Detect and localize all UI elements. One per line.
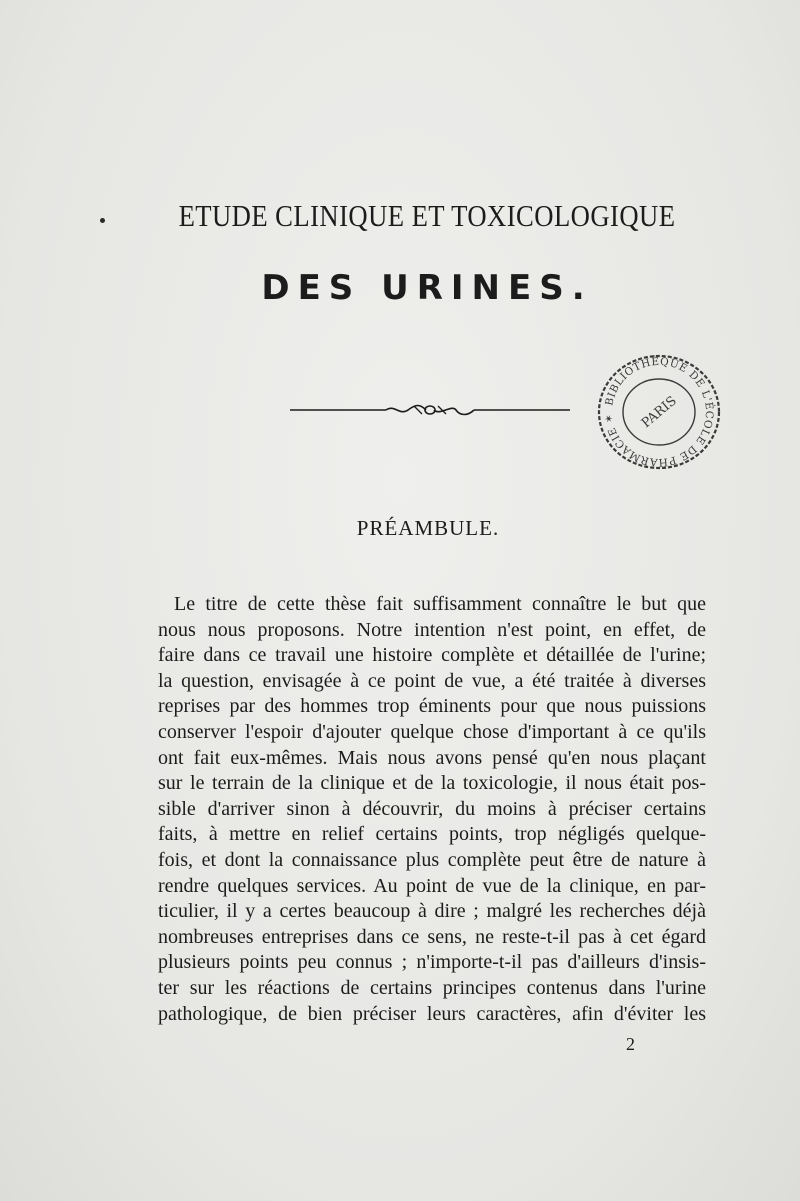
text-line: sur le terrain de la clinique et de la toxicologie, il nous était pos- bbox=[158, 772, 706, 795]
text-line: Le titre de cette thèse fait suffisamment connaître le but que bbox=[174, 593, 706, 615]
text-line: pathologique, de bien préciser leurs caractères, afin d'éviter les bbox=[158, 1002, 706, 1025]
document-subtitle: DES URINES. bbox=[261, 268, 593, 308]
text-line: ter sur les réactions de certains principes contenus dans l'urine bbox=[158, 976, 706, 999]
svg-text:BIBLIOTHÈQUE DE L'ÉCOLE DE PHA: BIBLIOTHÈQUE DE L'ÉCOLE DE PHARMACIE ✶ bbox=[602, 355, 716, 469]
text-line: faire dans ce travail une histoire complète et détaillée de l'urine; bbox=[158, 644, 706, 667]
text-line: rendre quelques services. Au point de vue de la clinique, en par- bbox=[158, 874, 706, 897]
library-stamp-icon bbox=[592, 350, 726, 474]
text-line: la question, envisagée à ce point de vue, a été traitée à diverses bbox=[158, 669, 706, 692]
body-paragraph bbox=[158, 592, 706, 1027]
text-line: fois, et dont la connaissance plus complète peut être de nature à bbox=[158, 848, 706, 871]
text-line: faits, à mettre en relief certains points, trop négligés quelque- bbox=[158, 823, 706, 846]
text-line: ticulier, il y a certes beaucoup à dire ; malgré les recherches déjà bbox=[158, 900, 706, 923]
text-line: nombreuses entreprises dans ce sens, ne reste-t-il pas à cet égard bbox=[158, 925, 706, 948]
text-line: nous nous proposons. Notre intention n'est point, en effet, de bbox=[158, 618, 706, 641]
text-line: ont fait eux-mêmes. Mais nous avons pensé qu'en nous plaçant bbox=[158, 746, 706, 769]
ornamental-rule bbox=[290, 398, 570, 422]
text-line: sible d'arriver sinon à découvrir, du moins à préciser certains bbox=[158, 797, 706, 820]
page-number: 2 bbox=[626, 1034, 635, 1054]
svg-text:PARIS: PARIS bbox=[638, 393, 680, 432]
document-title: ETUDE CLINIQUE ET TOXICOLOGIQUE bbox=[178, 198, 676, 233]
text-line: conserver l'espoir d'ajouter quelque chose d'important à ce qu'ils bbox=[158, 720, 706, 743]
text-line: plusieurs points peu connus ; n'importe-t-il pas d'ailleurs d'insis- bbox=[158, 951, 706, 974]
section-heading: PRÉAMBULE. bbox=[356, 516, 500, 540]
text-line: reprises par des hommes trop éminents pour que nous puissions bbox=[158, 695, 706, 718]
